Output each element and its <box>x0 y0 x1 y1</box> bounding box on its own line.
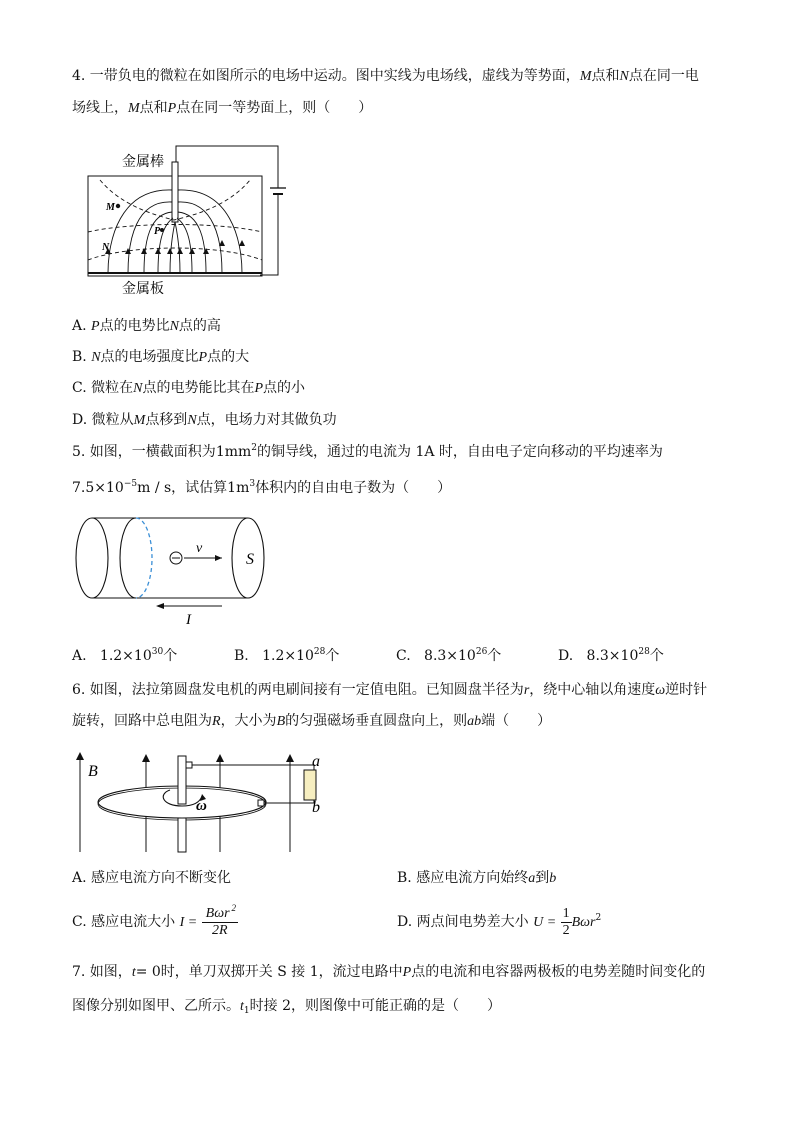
q4-field-figure <box>80 140 300 300</box>
q5-option-b: B. $1.2\times 10^{28}$个 <box>234 647 340 664</box>
q5-velocity-arrowhead <box>215 555 222 561</box>
q6-stem-line2: 旋转，回路中总电阻为R，大小为B的匀强磁场垂直圆盘向上，则ab端（ ） <box>72 713 552 729</box>
q5-section-front <box>120 518 136 598</box>
q4-option-a: A. P点的电势比N点的高 <box>72 318 221 334</box>
q6-resistor <box>304 770 316 800</box>
q6-label-B: B <box>88 763 98 780</box>
q4-wire-right <box>260 194 278 275</box>
q4-arrow-heads <box>105 240 245 254</box>
q5-left-end <box>76 518 108 598</box>
q4-option-d: D. 微粒从M点移到N点，电场力对其做负功 <box>72 412 337 428</box>
q4-stem-line1: 4. 一带负电的微粒在如图所示的电场中运动。图中实线为电场线，虚线为等势面，M点和N点在同一电 <box>72 68 699 84</box>
q5-wire-figure <box>70 514 280 630</box>
q4-wire-top <box>176 146 278 188</box>
q6-option-d-fraction: $\frac{1}{2}$ <box>562 905 570 938</box>
q6-disk-figure <box>70 748 340 856</box>
q4-label-M: M <box>106 202 115 213</box>
q4-option-c: C. 微粒在N点的电势能比其在P点的小 <box>72 380 306 396</box>
q6-wire-top <box>192 765 314 770</box>
q5-stem-line2: $7.5\times 10^{-5}m / s$，试估算$1m^3$体积内的自由电子数为（ ） <box>72 479 452 496</box>
q6-label-b: b <box>312 799 320 816</box>
q4-point-M <box>116 204 120 208</box>
q5-option-d: D. $8.3\times 10^{28}$个 <box>558 647 664 664</box>
q6-option-c-fraction: $\frac{B\omega r ^2}{2R}$ <box>202 906 238 939</box>
q6-label-omega: ω <box>196 798 207 814</box>
q7-stem-line1: 7. 如图，t= 0时，单刀双掷开关 S 接 1，流过电路中P点的电流和电容器两极板的电势差随时间变化的 <box>72 964 706 980</box>
q6-axle-lower <box>178 818 186 852</box>
q4-label-plate: 金属板 <box>122 281 164 297</box>
q6-option-c: C. 感应电流大小 I = $\frac{B\omega r ^2}{2R}$ <box>72 902 237 938</box>
q4-label-N: N <box>102 242 110 253</box>
q6-brush-rim <box>258 800 264 806</box>
q6-label-a: a <box>312 753 320 770</box>
q5-label-S: S <box>246 551 254 568</box>
q6-option-b: B. 感应电流方向始终a到b <box>397 870 557 886</box>
q5-option-a: A. $1.2\times 10^{30}$个 <box>72 647 178 664</box>
q5-label-v: v <box>196 541 203 556</box>
q4-label-P: P <box>154 226 161 237</box>
q4-label-rod: 金属棒 <box>122 154 164 170</box>
q6-stem-line1: 6. 如图，法拉第圆盘发电机的两电刷间接有一定值电阻。已知圆盘半径为r，绕中心轴以角速度ω逆时针 <box>72 682 708 698</box>
q5-label-I: I <box>186 612 191 628</box>
q6-option-a: A. 感应电流方向不断变化 <box>72 870 232 886</box>
q6-brush-axle <box>186 762 192 768</box>
q4-point-P <box>160 228 164 232</box>
q4-option-b: B. N点的电场强度比P点的大 <box>72 349 250 365</box>
q5-current-arrowhead <box>156 603 164 609</box>
q7-stem-line2: 图像分别如图甲、乙所示。$t_1$时接 2，则图像中可能正确的是（ ） <box>72 998 501 1016</box>
q6-option-d: D. 两点间电势差大小 U = $\frac{1}{2}$ Bωr$^2$ <box>397 905 602 938</box>
q5-stem-line1: 5. 如图，一横截面积为$1mm^2$的铜导线，通过的电流为 1A 时，自由电子定向移动的平均速率为 <box>72 443 663 460</box>
q4-metal-rod <box>172 162 178 222</box>
q5-option-c: C. $8.3\times 10^{26}$个 <box>396 647 502 664</box>
q5-section-back <box>136 518 152 598</box>
q6-axle-upper <box>178 756 186 804</box>
q4-stem-line2: 场线上，M点和P点在同一等势面上，则（ ） <box>72 100 373 116</box>
